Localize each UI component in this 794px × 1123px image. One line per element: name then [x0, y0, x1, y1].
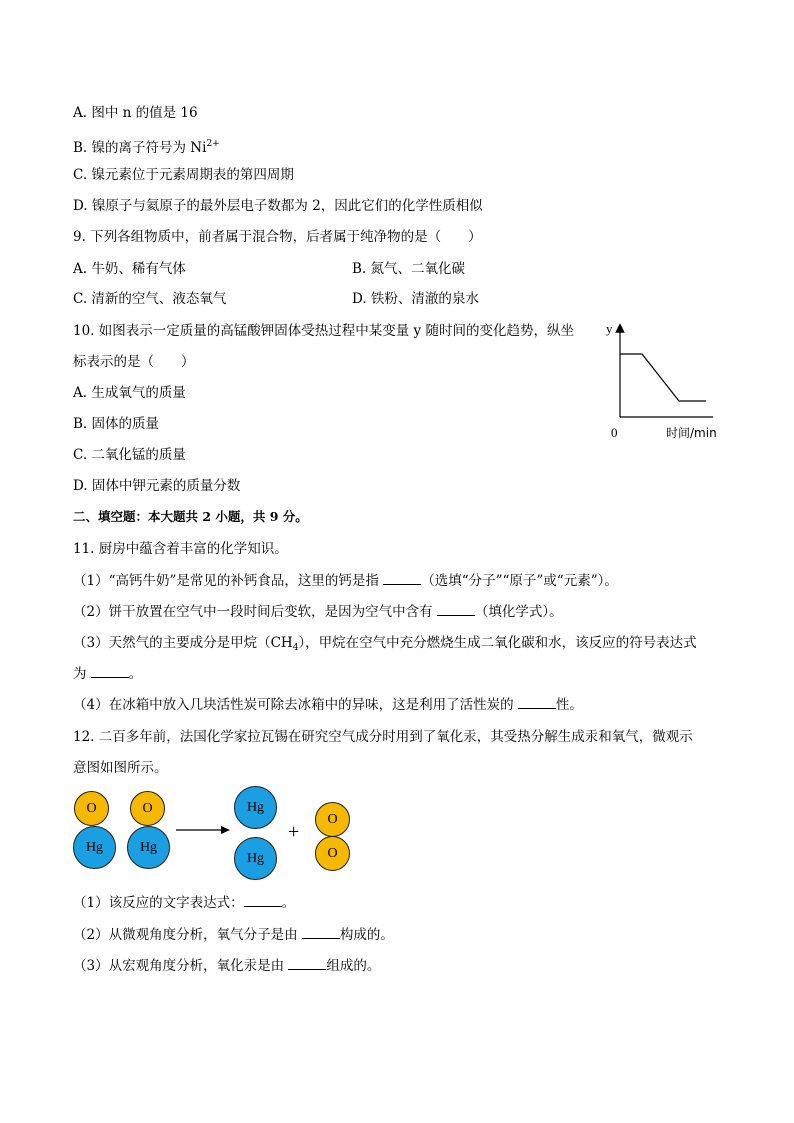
q11-part4: [73, 696, 583, 714]
mercury-atom: Hg: [127, 826, 170, 869]
q10-option-b: B. 固体的质量: [73, 416, 160, 432]
q11-part4-post: 性。: [555, 697, 583, 713]
q12-part2-blank: [302, 926, 340, 939]
q9-option-c: C. 清新的空气、液态氧气: [73, 291, 227, 307]
mercury-atom: Hg: [234, 837, 277, 880]
q11-part2-pre: （2）饼干放置在空气中一段时间后变软，是因为空气中含有: [73, 604, 433, 620]
oxygen-atom: O: [315, 836, 350, 871]
q11-part3-blank: [91, 665, 129, 678]
q10-graph-origin-label: 0: [611, 425, 618, 440]
q9-option-a: A. 牛奶、稀有气体: [73, 261, 186, 277]
q11-part3-post: ），甲烷在空气中充分燃烧生成二氧化碳和水，该反应的符号表达式: [298, 635, 697, 651]
oxygen-atom: O: [315, 802, 350, 837]
mercury-atom: Hg: [73, 826, 116, 869]
q12-part1-pre: （1）该反应的文字表达式：: [73, 895, 244, 911]
q8-option-b: [73, 135, 220, 157]
q10-option-c: C. 二氧化锰的质量: [73, 447, 186, 463]
q11-part1-blank: [383, 572, 421, 585]
q10-graph-y-label: y: [606, 321, 613, 336]
q12-part2: [73, 926, 394, 944]
q11-part2: [73, 603, 563, 621]
q8-option-b-charge: 2+: [206, 139, 220, 149]
q9-option-b: B. 氮气、二氧化碳: [352, 261, 466, 277]
q11-part2-blank: [437, 603, 475, 616]
q10-stem-line2: 标表示的是（ ）: [73, 354, 195, 370]
q12-part3: [73, 957, 380, 975]
q11-part4-pre: （4）在冰箱中放入几块活性炭可除去冰箱中的异味，这是利用了活性炭的: [73, 697, 514, 713]
q11-part1-pre: （1）“高钙牛奶”是常见的补钙食品，这里的钙是指: [73, 573, 379, 589]
q8-option-a: A. 图中 n 的值是 16: [73, 105, 198, 121]
q8-option-d: D. 镍原子与氦原子的最外层电子数都为 2，因此它们的化学性质相似: [73, 198, 483, 214]
section2-heading: 二、填空题：本大题共 2 小题，共 9 分。: [73, 509, 308, 524]
q11-part3-subscript: 4: [292, 643, 299, 653]
q11-part3-line2: [73, 665, 142, 683]
q12-part1-post: 。: [281, 895, 296, 911]
q12-part3-blank: [288, 957, 326, 970]
q10-option-a: A. 生成氧气的质量: [73, 385, 186, 401]
q12-stem-line2: 意图如图所示。: [73, 760, 168, 776]
q10-option-d: D. 固体中钾元素的质量分数: [73, 478, 241, 494]
q12-part1-blank: [244, 894, 282, 907]
oxygen-atom: O: [74, 791, 109, 826]
q11-part1: [73, 572, 618, 590]
q12-part3-pre: （3）从宏观角度分析，氧化汞是由: [73, 958, 285, 974]
q9-option-d: D. 铁粉、清澈的泉水: [352, 291, 479, 307]
q10-stem-line1: 10. 如图表示一定质量的高锰酸钾固体受热过程中某变量 y 随时间的变化趋势，纵坐: [73, 323, 574, 339]
q12-part2-pre: （2）从微观角度分析，氧气分子是由: [73, 927, 298, 943]
q11-part3: [73, 634, 697, 657]
q11-part1-post: （选填“分子”“原子”或“元素”）。: [421, 573, 618, 589]
q8-option-b-text: B. 镍的离子符号为 Ni: [73, 140, 207, 156]
plus-sign: +: [288, 821, 300, 843]
q10-graph-x-label: 时间/min: [666, 426, 717, 440]
q10-graph-curve: [620, 354, 706, 401]
oxygen-atom: O: [130, 791, 165, 826]
reaction-arrow-icon: [175, 824, 231, 836]
mercury-atom: Hg: [234, 786, 277, 829]
q11-stem: 11. 厨房中蕴含着丰富的化学知识。: [73, 541, 288, 557]
q12-part3-post: 组成的。: [326, 958, 381, 974]
q8-option-c: C. 镍元素位于元素周期表的第四周期: [73, 167, 294, 183]
q9-stem: 9. 下列各组物质中，前者属于混合物，后者属于纯净物的是（ ）: [73, 229, 482, 245]
q11-part3-pre: （3）天然气的主要成分是甲烷（CH: [73, 635, 293, 651]
q11-part4-blank: [518, 696, 556, 709]
q11-part3-line2-pre: 为: [73, 666, 87, 682]
q12-stem-line1: 12. 二百多年前，法国化学家拉瓦锡在研究空气成分时用到了氧化汞，其受热分解生成汞和氧气，微观示: [73, 729, 693, 745]
q12-part1: [73, 894, 295, 912]
q12-part2-post: 构成的。: [339, 927, 394, 943]
q10-graph: [598, 316, 728, 444]
q11-part2-post: （填化学式）。: [474, 604, 563, 620]
q11-part3-line2-post: 。: [128, 666, 143, 682]
